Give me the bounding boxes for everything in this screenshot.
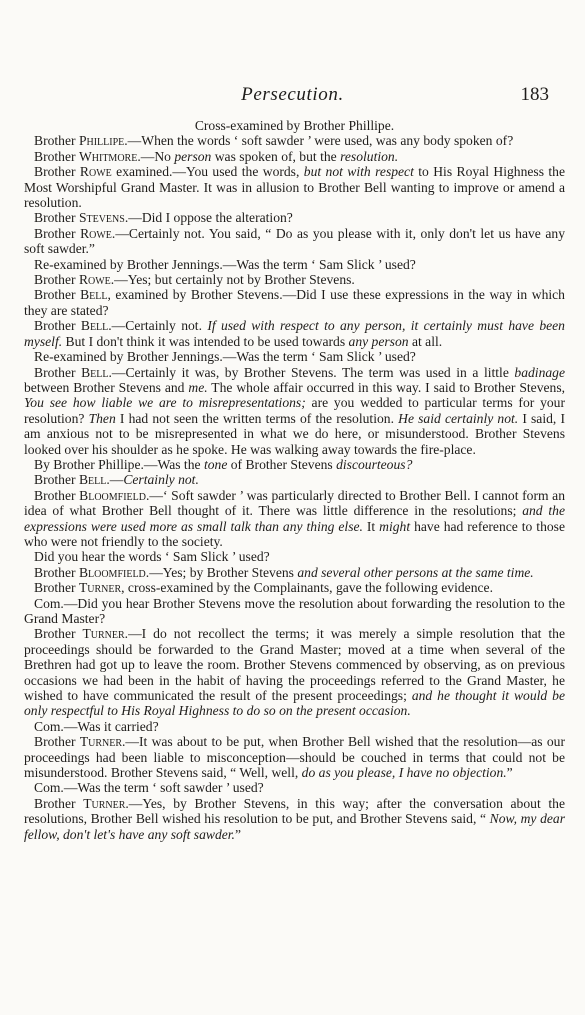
text-run: Com.—Did you hear Brother Stevens move the resolution about forwarding the resolution to the Grand Master? [24,595,565,626]
paragraph [24,488,565,550]
speaker-name: Rowe [79,164,112,180]
speaker-name: Stevens. [78,210,129,226]
text-run: —Certainly not. You said, “ Do as you please with it, only don't let us have any soft sawder.” [24,225,565,257]
text-run: — [109,472,124,488]
paragraph [24,149,565,164]
speaker-name: Turner, [78,580,125,596]
speaker-name: Phillipe. [78,133,128,149]
text-run: I said, I am anxious not to be misrepresented in what we do here, or misunderstood. Brother Stevens looked over his shoulder as he spoke. He was walking away towards the fire-place. [24,410,565,457]
text-run: of Brother Stevens [227,456,337,472]
text-run: —No [140,148,175,164]
text-run: examined by Brother Stevens.—Did I use these expressions in the way in which they are stated? [24,287,565,318]
paragraph [24,472,565,487]
text-run: Com.—Was it carried? [34,718,159,734]
text-run: are you wedded to particular terms for your resolution? [24,395,565,426]
text-run: Brother [34,287,81,303]
text-run: Brother [34,364,82,380]
speaker-name: Bell. [81,364,112,380]
text-run: —‘ Soft sawder ’ was particularly directed to Brother Bell. I cannot form an idea of what Brother Bell thought of it. There was little difference in the resolutions; [24,487,565,519]
text-run: Cross-examined by Brother Phillipe. [194,118,395,133]
italic-text: You see how liable we are to misrepresentations; [24,395,306,411]
text-run: Brother [34,487,80,503]
speaker-name: Whitmore. [78,148,141,164]
text-run: between Brother Stevens and [24,379,189,395]
text-run: Brother [34,148,79,164]
page-header [0,84,585,110]
text-run: Re-examined by Brother Jennings.—Was the term ‘ Sam Slick ’ used? [34,349,416,365]
italic-text: resolution. [340,148,399,164]
italic-text: tone [203,456,228,472]
text-run: Com.—Was the term ‘ soft sawder ’ used? [34,780,264,796]
text-run: Brother [34,564,79,580]
paragraph [24,287,565,318]
running-title: Persecution. [241,84,344,105]
page-body [24,118,565,842]
text-run: Brother [34,272,79,288]
italic-text: He said certainly not. [398,410,519,426]
text-run: Brother [34,472,79,488]
text-run: —Did I oppose the alteration? [128,210,293,226]
text-run: was spoken of, but the [211,148,341,164]
text-run: —When the words ‘ soft sawder ’ were used, was any body spoken of? [127,133,514,149]
italic-text: any person [348,333,409,349]
paragraph [24,226,565,257]
paragraph [24,734,565,780]
speaker-name: Turner. [82,626,129,642]
text-run: —Yes, by Brother Stevens, in this way; after the conversation about the resolutions, Brother Bell wished his resolution to be put, and Brother Stevens said, “ [24,795,565,827]
paragraph [24,565,565,580]
paragraph [24,318,565,349]
section-heading [24,118,565,133]
paragraph [24,626,565,718]
speaker-name: Turner. [79,734,126,750]
text-run: Brother [34,164,80,180]
text-run: Brother [34,210,79,226]
text-run: Did you hear the words ‘ Sam Slick ’ used? [34,549,270,565]
paragraph [24,365,565,457]
text-run: —Yes; but certainly not by Brother Stevens. [114,272,355,288]
speaker-name: Turner. [83,795,129,811]
paragraph [24,164,565,210]
text-run: Brother [34,318,81,334]
text-run: examined.—You used the words, [111,164,304,180]
paragraph [24,796,565,842]
paragraph [24,549,565,564]
page-number: 183 [520,84,549,105]
text-run: Brother [34,225,81,241]
text-run: to His Royal Highness the Most Worshipful Grand Master. It was in allusion to Brother Bell wanting to improve or amend a resolution. [24,164,565,211]
paragraph [24,349,565,364]
italic-text: badinage [514,364,565,380]
italic-text: Then [88,410,116,426]
italic-text: If used with respect to any person, it certainly must have been myself. [24,318,565,349]
text-run: —Certainly it was, by Brother Stevens. The term was used in a little [111,364,515,380]
text-run: Brother [34,795,84,811]
text-run: Brother [34,626,83,642]
speaker-name: Bloomfield. [79,487,150,503]
text-run: ” [506,765,513,781]
paragraph [24,257,565,272]
italic-text: might [379,518,411,534]
italic-text: and he thought it would be only respectful to His Royal Highness to do so on the present occasion. [24,688,566,719]
text-run: —Certainly not. [111,318,208,334]
italic-text: do as you please, I have no objection. [301,765,507,781]
speaker-name: Rowe. [80,225,116,241]
text-run: cross-examined by the Complainants, gave the following evidence. [124,580,493,596]
text-run: But I don't think it was intended to be used towards [62,333,349,349]
text-run: —Yes; by Brother Stevens [149,564,298,580]
paragraph [24,210,565,225]
paragraph [24,457,565,472]
text-run: Brother [34,133,79,149]
italic-text: Certainly not. [123,472,199,488]
italic-text: and the expressions were used more as small talk than any thing else. [24,503,565,534]
text-run: Brother [34,580,79,596]
speaker-name: Bloomfield. [78,564,150,580]
paragraph [24,596,565,627]
text-run: It [362,518,380,534]
italic-text: me. [188,379,208,395]
speaker-name: Bell. [80,318,112,334]
paragraph [24,272,565,287]
speaker-name: Bell. [78,472,110,488]
text-run: Brother [34,734,80,750]
italic-text: but not with respect [303,164,414,180]
speaker-name: Rowe. [78,272,115,288]
italic-text: Now, my dear fellow, don't let's have any soft sawder. [24,811,566,842]
text-run: ” [234,826,242,842]
text-run: The whole affair occurred in this way. I said to Brother Stevens, [207,379,566,395]
italic-text: and several other persons at the same time. [297,564,534,580]
paragraph [24,780,565,795]
paragraph [24,133,565,148]
speaker-name: Bell, [80,287,111,303]
text-run: —I do not recollect the terms; it was merely a simple resolution that the proceedings should be forwarded to the Grand Master; moved at a time when several of the Brethren had got up to leave the room. Brother Stevens commenced by observing, as on previous occasions we had been in the habit of having the proceedings referred to the Grand Master, he wished to have communicated the result of the present proceedings; [24,626,565,704]
text-run: By Brother Phillipe.—Was the [34,456,204,472]
italic-text: person [174,148,212,164]
paragraph [24,580,565,595]
italic-text: discourteous? [336,456,413,472]
text-run: have had reference to those who were not friendly to the society. [24,518,565,549]
text-run: —It was about to be put, when Brother Bell wished that the resolution—as our proceedings had been liable to misconception—should be couched in terms that could not be misunderstood. Brother Stevens said, “ Well, well, [24,734,565,781]
text-run: I had not seen the written terms of the resolution. [115,410,399,426]
paragraph [24,719,565,734]
text-run: Re-examined by Brother Jennings.—Was the term ‘ Sam Slick ’ used? [34,256,416,272]
text-run: at all. [408,333,443,349]
